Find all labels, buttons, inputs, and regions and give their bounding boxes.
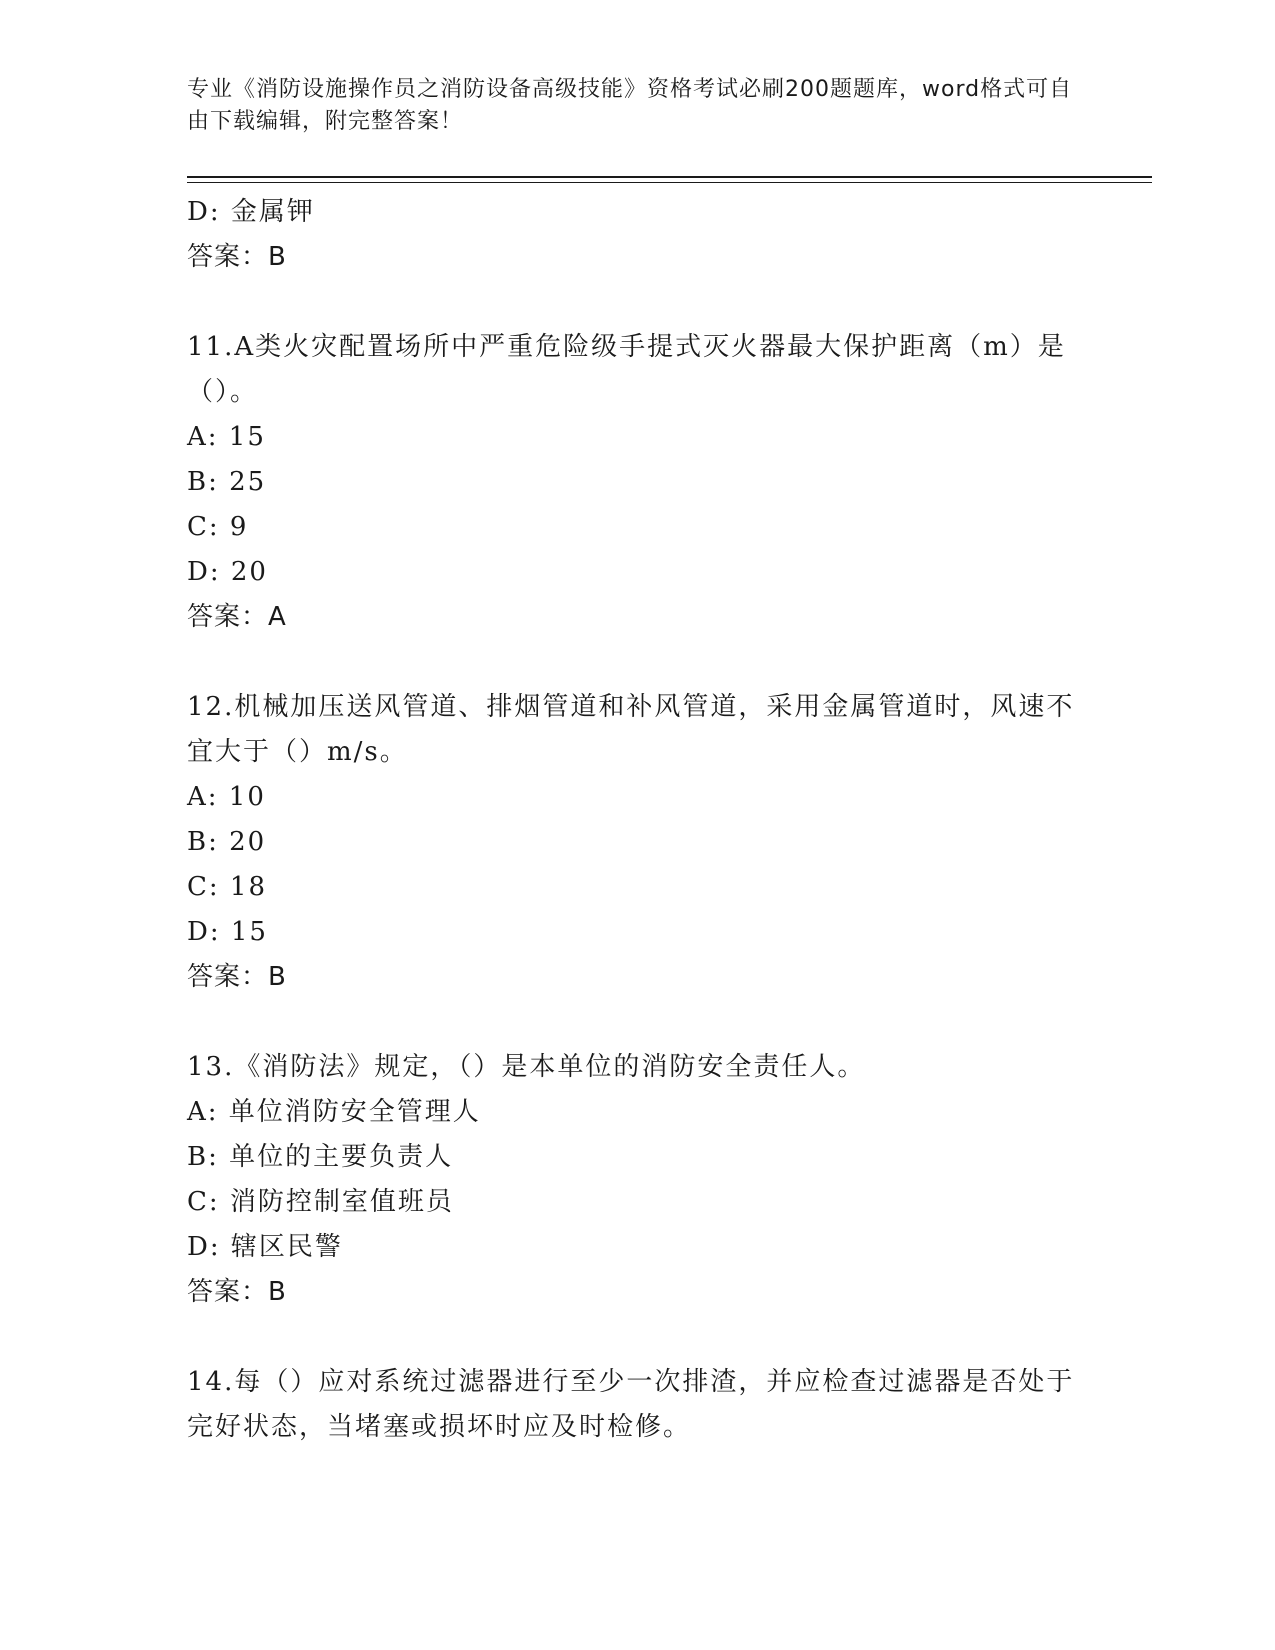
answer: 答案：B xyxy=(187,242,287,272)
option-d: D: 金属钾 xyxy=(187,197,315,227)
question-list xyxy=(187,190,1087,1450)
question-text: 13.《消防法》规定，（）是本单位的消防安全责任人。 xyxy=(187,1052,866,1082)
header-divider-thin xyxy=(187,182,1152,183)
question-text: 11.A类火灾配置场所中严重危险级手提式灭火器最大保护距离（m）是（）。 xyxy=(187,332,1066,407)
question-text: 14.每（）应对系统过滤器进行至少一次排渣，并应检查过滤器是否处于完好状态，当堵塞或损坏时应及时检修。 xyxy=(187,1367,1075,1442)
option-d: D: 20 xyxy=(187,557,268,587)
answer: 答案：A xyxy=(187,602,287,632)
question-text: 12.机械加压送风管道、排烟管道和补风管道，采用金属管道时，风速不宜大于（）m/s。 xyxy=(187,692,1075,767)
option-a: A: 单位消防安全管理人 xyxy=(187,1097,481,1127)
option-c: C: 18 xyxy=(187,872,268,902)
document-header: 专业《消防设施操作员之消防设备高级技能》资格考试必刷200题题库，word格式可自由下载编辑，附完整答案！ xyxy=(187,77,1073,134)
option-a: A: 10 xyxy=(187,782,266,812)
answer: 答案：B xyxy=(187,962,287,992)
option-d: D: 辖区民警 xyxy=(187,1232,343,1262)
option-b: B: 单位的主要负责人 xyxy=(187,1142,454,1172)
option-a: A: 15 xyxy=(187,422,266,452)
header-divider xyxy=(187,176,1152,178)
option-d: D: 15 xyxy=(187,917,268,947)
option-c: C: 消防控制室值班员 xyxy=(187,1187,454,1217)
option-b: B: 25 xyxy=(187,467,267,497)
option-c: C: 9 xyxy=(187,512,249,542)
option-b: B: 20 xyxy=(187,827,267,857)
question-14 xyxy=(187,1360,1087,1450)
question-13 xyxy=(187,1045,1087,1315)
question-12 xyxy=(187,685,1087,1000)
question-11 xyxy=(187,325,1087,640)
answer: 答案：B xyxy=(187,1277,287,1307)
